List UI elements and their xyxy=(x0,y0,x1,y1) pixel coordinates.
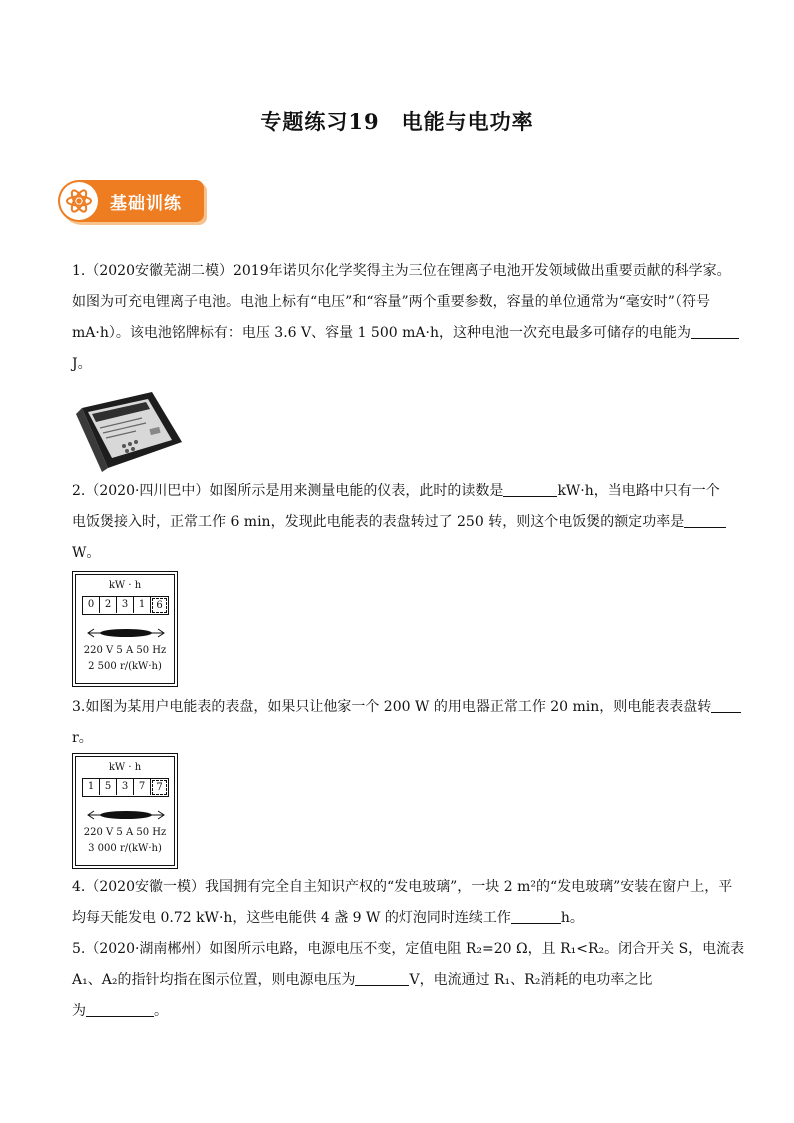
q2-line-2-text: 电饭煲接入时，正常工作 6 min，发现此电能表的表盘转过了 250 转，则这个电饭煲的额定功率是 xyxy=(72,514,685,530)
question-2 xyxy=(72,476,724,569)
section-badge-label: 基础训练 xyxy=(110,194,182,214)
q5-line-3-text-a: 为 xyxy=(72,1003,86,1019)
meter-2-decimal-digit: 7 xyxy=(152,780,167,795)
meter-2-rotating-disc-icon xyxy=(86,807,166,823)
meter-2-digit: 7 xyxy=(134,779,151,795)
meter-1-spec-revolutions: 2 500 r/(kW·h) xyxy=(88,661,162,672)
q3-revolutions-blank[interactable] xyxy=(711,696,741,713)
q1-line-4: J。 xyxy=(72,356,92,372)
meter-2-spec-voltage: 220 V 5 A 50 Hz xyxy=(83,827,167,838)
q5-line-1: 5.（2020·湖南郴州）如图所示电路，电源电压不变，定值电阻 R₂=20 Ω，且 R₁<R₂。闭合开关 S，电流表 xyxy=(72,941,745,957)
q1-line-1: 1.（2020安徽芜湖二模）2019年诺贝尔化学奖得主为三位在锂离子电池开发领域做出重要贡献的科学家。 xyxy=(72,263,731,279)
question-4 xyxy=(72,872,733,934)
q4-line-2 xyxy=(72,903,724,934)
meter-1-digit: 2 xyxy=(100,597,117,613)
atom-icon-holder xyxy=(60,182,98,220)
q1-line-3-text: mA·h）。该电池铭牌标有：电压 3.6 V、容量 1 500 mA·h，这种电池一次充电最多可储存的电能为 xyxy=(72,325,691,341)
q2-line-1-text-b: kW·h，当电路中只有一个 xyxy=(557,483,720,499)
section-badge xyxy=(58,180,204,222)
q5-voltage-blank[interactable] xyxy=(355,969,409,986)
meter-1-digit: 0 xyxy=(83,597,100,613)
q5-line-2-text-b: V，电流通过 R₁、R₂消耗的电功率之比 xyxy=(409,972,653,988)
q1-answer-blank[interactable] xyxy=(691,322,739,339)
q4-line-2-text-a: 均每天能发电 0.72 kW·h，这些电能供 4 盏 9 W 的灯泡同时连续工作 xyxy=(72,910,511,926)
q2-line-3: W。 xyxy=(72,545,101,561)
q3-line-1 xyxy=(72,692,724,723)
meter-2-spec-revolutions: 3 000 r/(kW·h) xyxy=(88,843,162,854)
q3-line-1-text: 3.如图为某用户电能表的表盘，如果只让他家一个 200 W 的用电器正常工作 20 min，则电能表表盘转 xyxy=(72,699,712,715)
electric-meter-2 xyxy=(72,753,178,869)
q2-power-blank[interactable] xyxy=(684,511,726,528)
q2-line-1 xyxy=(72,476,724,507)
atom-icon xyxy=(64,186,94,216)
q4-hours-blank[interactable] xyxy=(511,907,561,924)
meter-2-digit: 3 xyxy=(117,779,134,795)
q3-line-2: r。 xyxy=(72,730,93,746)
q4-line-1: 4.（2020安徽一模）我国拥有完全自主知识产权的“发电玻璃”，一块 2 m²的“发电玻璃”安装在窗户上，平 xyxy=(72,879,733,895)
meter-2-digit: 5 xyxy=(100,779,117,795)
q2-line-2 xyxy=(72,507,724,538)
q4-line-2-text-b: h。 xyxy=(560,910,584,926)
q2-reading-blank[interactable] xyxy=(503,480,557,497)
page-title: 专题练习19 电能与电功率 xyxy=(260,109,534,134)
meter-1-rotating-disc-icon xyxy=(86,625,166,641)
lithium-battery-image xyxy=(72,390,184,472)
meter-2-unit: kW · h xyxy=(108,762,142,773)
meter-2-digits xyxy=(82,778,169,797)
meter-1-digit: 1 xyxy=(134,597,151,613)
question-3 xyxy=(72,692,724,754)
meter-2-digit: 1 xyxy=(83,779,100,795)
meter-1-decimal-digit: 6 xyxy=(152,598,167,613)
q5-ratio-blank[interactable] xyxy=(86,1000,154,1017)
q1-line-2: 如图为可充电锂离子电池。电池上标有“电压”和“容量”两个重要参数，容量的单位通常为“毫安时”（符号 xyxy=(72,294,710,310)
meter-1-digit: 3 xyxy=(117,597,134,613)
q5-line-3-text-b: 。 xyxy=(154,1003,168,1019)
question-1 xyxy=(72,256,731,380)
q5-line-2 xyxy=(72,965,724,996)
meter-1-unit: kW · h xyxy=(108,580,142,591)
electric-meter-1 xyxy=(72,571,178,687)
question-5 xyxy=(72,934,745,1027)
q5-line-3 xyxy=(72,996,724,1027)
q2-line-1-text-a: 2.（2020·四川巴中）如图所示是用来测量电能的仪表，此时的读数是 xyxy=(72,483,504,499)
meter-1-spec-voltage: 220 V 5 A 50 Hz xyxy=(83,645,167,656)
q5-line-2-text-a: A₁、A₂的指针均指在图示位置，则电源电压为 xyxy=(72,972,356,988)
q1-line-3 xyxy=(72,318,724,349)
meter-1-digits xyxy=(82,596,169,615)
